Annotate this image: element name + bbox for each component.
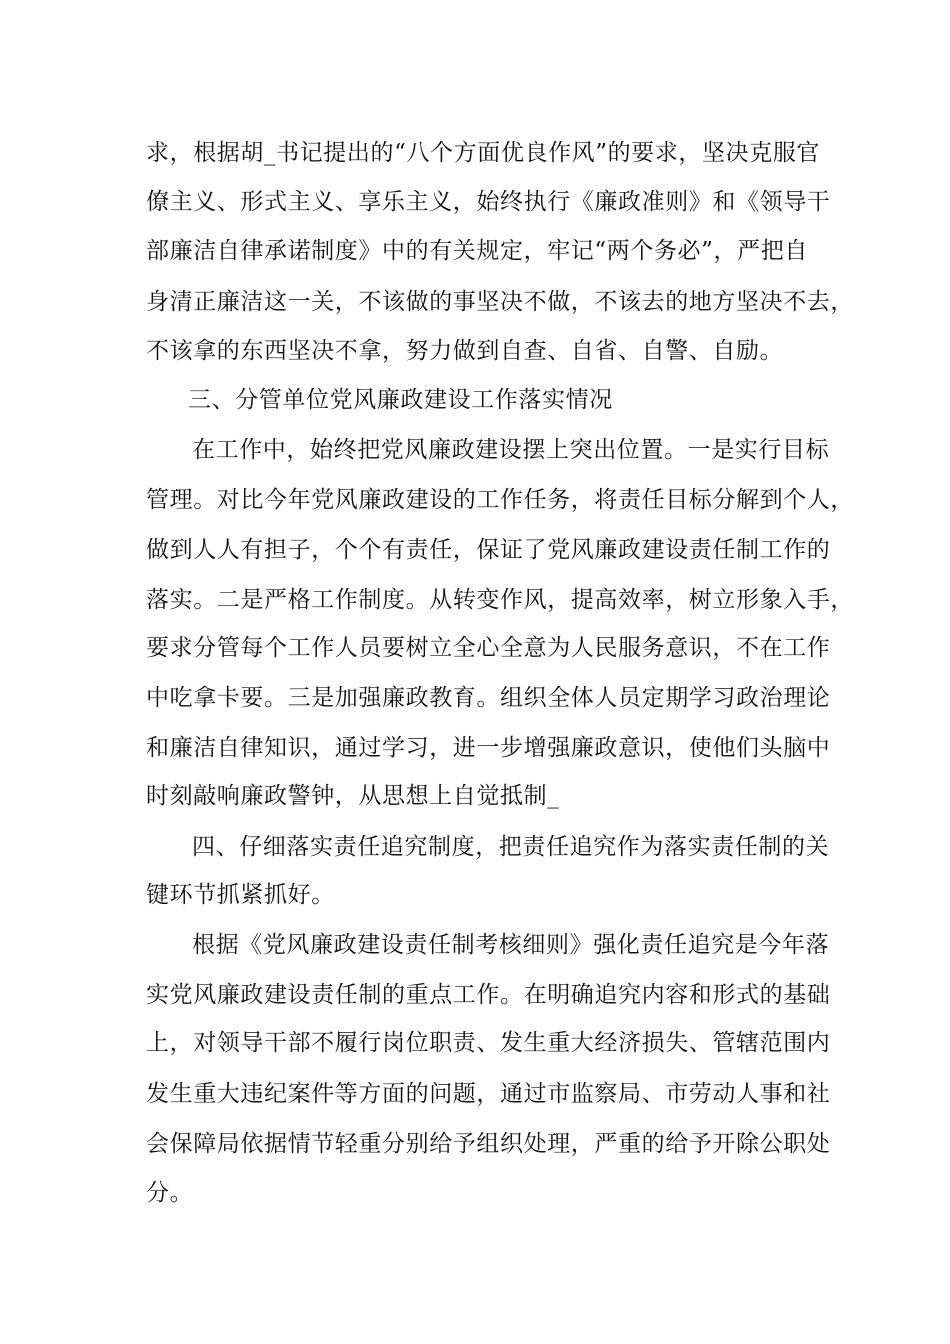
text-line: 僚主义、形式主义、享乐主义，始终执行《廉政准则》和《领导干: [146, 189, 831, 215]
text-line: 求，根据胡_书记提出的“八个方面优良作风”的要求，坚决克服官: [146, 140, 821, 166]
text-line: 部廉洁自律承诺制度》中的有关规定，牢记“两个务必”，严把自: [146, 238, 808, 264]
text-line: 上，对领导干部不履行岗位职责、发生重大经济损失、管辖范围内: [146, 1030, 831, 1056]
text-line: 在工作中，始终把党风廉政建设摆上突出位置。一是实行目标: [192, 437, 830, 463]
text-line: 不该拿的东西坚决不拿，努力做到自查、自省、自警、自励。: [146, 338, 784, 364]
section-heading: 三、分管单位党风廉政建设工作落实情况: [188, 387, 613, 413]
text-line: 做到人人有担子，个个有责任，保证了党风廉政建设责任制工作的: [146, 537, 831, 563]
text-line: 会保障局依据情节轻重分别给予组织处理，严重的给予开除公职处: [146, 1131, 831, 1157]
text-line: 和廉洁自律知识，通过学习，进一步增强廉政意识，使他们头脑中: [146, 735, 831, 761]
text-line: 实党风廉政建设责任制的重点工作。在明确追究内容和形式的基础: [146, 982, 831, 1008]
text-line: 中吃拿卡要。三是加强廉政教育。组织全体人员定期学习政治理论: [146, 685, 831, 711]
text-line: 身清正廉洁这一关，不该做的事坚决不做，不该去的地方坚决不去，: [146, 289, 854, 315]
text-line: 四、仔细落实责任追究制度，把责任追究作为落实责任制的关: [192, 834, 830, 860]
text-line: 时刻敲响廉政警钟，从思想上自觉抵制_: [146, 783, 560, 809]
text-line: 根据《党风廉政建设责任制考核细则》强化责任追究是今年落: [192, 932, 830, 958]
text-line: 管理。对比今年党风廉政建设的工作任务，将责任目标分解到个人，: [146, 487, 854, 513]
text-line: 落实。二是严格工作制度。从转变作风，提高效率，树立形象入手，: [146, 587, 854, 613]
text-line: 要求分管每个工作人员要树立全心全意为人民服务意识，不在工作: [146, 635, 831, 661]
text-line: 键环节抓紧抓好。: [146, 882, 335, 908]
text-line: 发生重大违纪案件等方面的问题，通过市监察局、市劳动人事和社: [146, 1081, 831, 1107]
text-line: 分。: [146, 1180, 194, 1206]
